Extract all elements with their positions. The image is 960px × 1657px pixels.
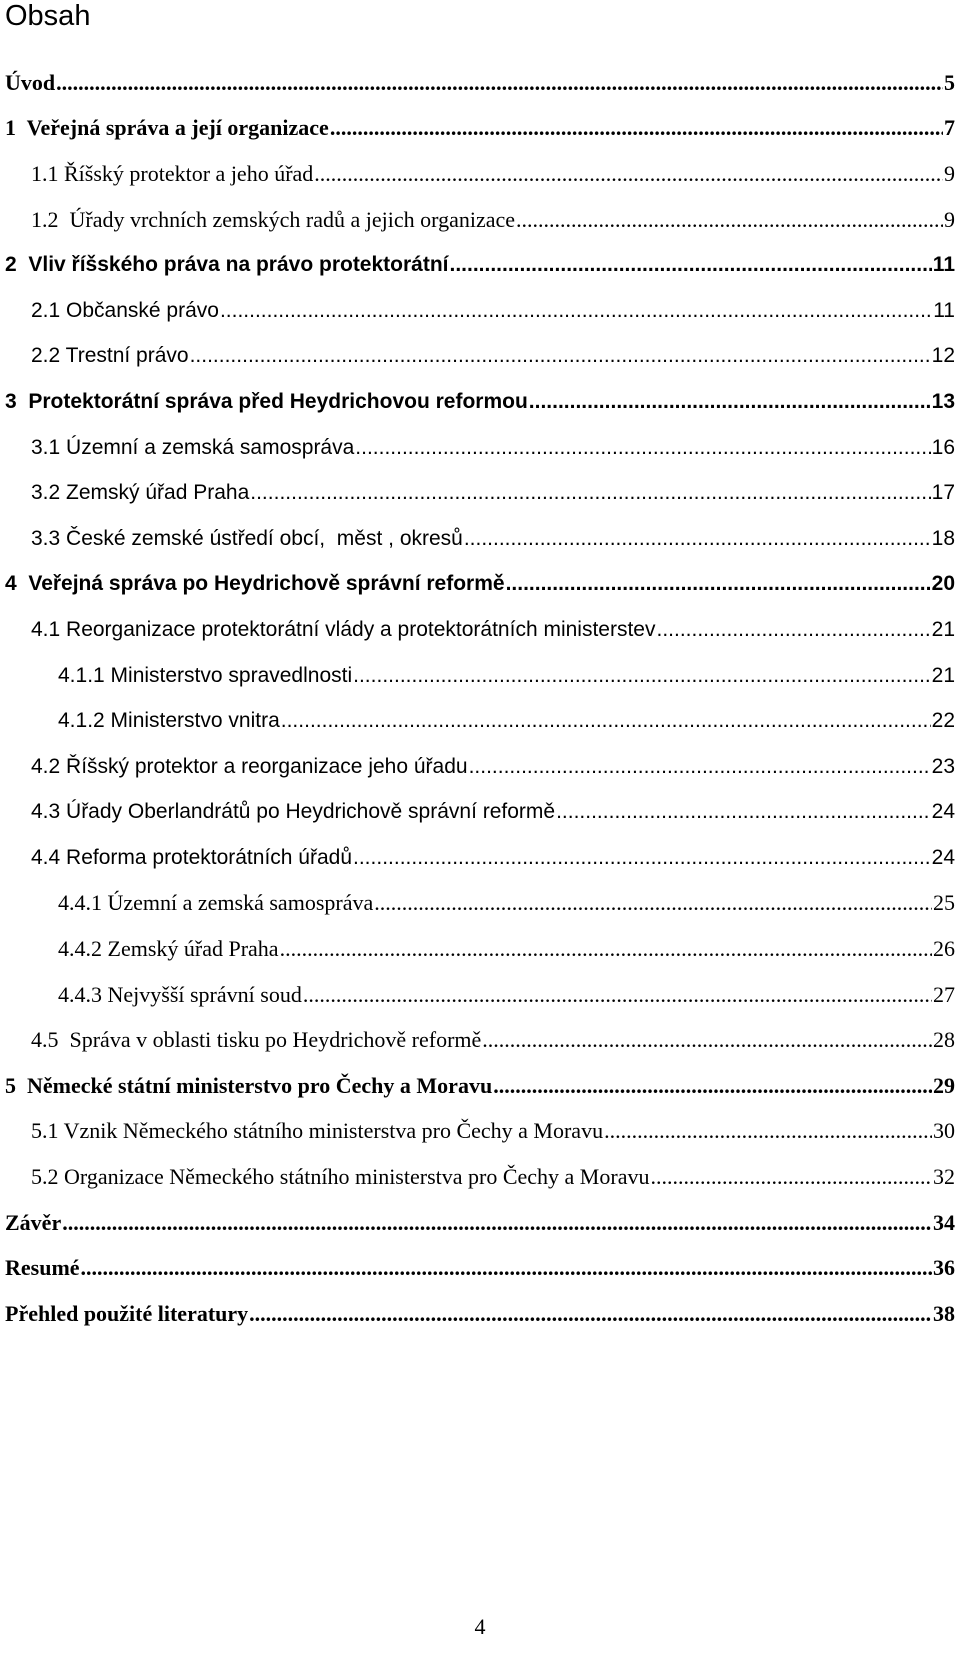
toc-entry-4-4-3[interactable] [0,972,960,1018]
toc-entry-page: 5 [944,69,955,95]
toc-entry-page: 18 [931,526,955,550]
dot-leader [303,982,932,1008]
dot-leader [249,1301,932,1327]
toc-entry-title: 3.1 Územní a zemská samospráva [31,435,355,459]
toc-entry-zaver[interactable] [0,1200,960,1246]
toc-entry-3-1[interactable] [0,425,960,471]
toc-entry-title: 4.1.1 Ministerstvo spravedlnosti [58,663,353,687]
dot-leader [493,1073,932,1099]
toc-entry-4[interactable] [0,562,960,608]
toc-entry-title: 1.2 Úřady vrchních zemských radů a jejich organizace [31,206,515,232]
toc-entry-page: 32 [933,1164,955,1190]
toc-entry-page: 23 [931,754,955,778]
dot-leader [355,435,930,461]
toc-entry-page: 36 [933,1255,955,1281]
toc-entry-page: 20 [931,572,955,596]
dot-leader [374,890,932,916]
dot-leader [556,799,931,825]
toc-entry-1-2[interactable] [0,197,960,243]
toc-entry-page: 16 [931,435,955,459]
dot-leader [464,526,931,552]
toc-entry-page: 21 [931,663,955,687]
dot-leader [190,343,931,369]
toc-entry-4-5[interactable] [0,1017,960,1063]
toc-entry-4-4-2[interactable] [0,926,960,972]
toc-entry-title: 5 Německé státní ministerstvo pro Čechy a Moravu [5,1072,493,1098]
toc-entry-page: 24 [931,800,955,824]
toc-entry-page: 30 [933,1118,955,1144]
toc-entry-page: 27 [933,981,955,1007]
dot-leader [450,252,932,278]
toc-entry-page: 24 [931,845,955,869]
toc-entry-page: 28 [933,1027,955,1053]
toc-entry-page: 13 [931,389,955,413]
toc-entry-title: 3.3 České zemské ústředí obcí, měst , okresů [31,526,463,550]
toc-entry-title: 2.1 Občanské právo [31,298,219,322]
toc-entry-title: Přehled použité literatury [5,1300,249,1326]
toc-heading: Obsah [5,0,91,32]
dot-leader [604,1118,932,1144]
dot-leader [469,754,931,780]
dot-leader [506,571,931,597]
toc-entry-page: 25 [933,890,955,916]
toc-entry-title: 4 Veřejná správa po Heydrichově správní reformě [5,572,505,596]
dot-leader [280,936,932,962]
toc-entry-page: 7 [944,115,955,141]
toc-entry-2[interactable] [0,242,960,288]
toc-entry-5[interactable] [0,1063,960,1109]
toc-entry-page: 11 [933,298,955,322]
dot-leader [650,1164,932,1190]
dot-leader [220,298,932,324]
toc-entry-title: 4.2 Říšský protektor a reorganizace jeho úřadu [31,754,468,778]
toc-entry-1-1[interactable] [0,151,960,197]
toc-entry-title: 2 Vliv říšského práva na právo protektorátní [5,253,449,277]
toc-entry-page: 22 [931,709,955,733]
dot-leader [529,389,931,415]
toc-entry-title: 4.4.1 Územní a zemská samospráva [58,890,374,916]
dot-leader [62,1210,932,1236]
dot-leader [353,663,931,689]
toc-entry-1[interactable] [0,106,960,152]
toc-entry-title: 5.1 Vznik Německého státního ministerstva pro Čechy a Moravu [31,1118,604,1144]
dot-leader [56,70,943,96]
toc-entry-title: 4.1 Reorganizace protektorátní vlády a protektorátních ministerstev [31,617,656,641]
toc-entry-title: Resumé [5,1255,80,1281]
dot-leader [250,480,930,506]
toc-entry-5-2[interactable] [0,1154,960,1200]
toc-entry-title: 1 Veřejná správa a její organizace [5,115,329,141]
dot-leader [330,115,943,141]
toc-entry-title: 4.4 Reforma protektorátních úřadů [31,845,353,869]
toc-entry-3-3[interactable] [0,516,960,562]
toc-entry-2-2[interactable] [0,334,960,380]
toc-entry-page: 11 [932,253,955,277]
dot-leader [516,207,943,233]
toc-entry-page: 9 [944,160,955,186]
toc-entry-title: 4.3 Úřady Oberlandrátů po Heydrichově správní reformě [31,800,556,824]
toc-entry-4-3[interactable] [0,790,960,836]
toc-entry-4-1-1[interactable] [0,653,960,699]
toc-entry-page: 26 [933,936,955,962]
toc-entry-page: 17 [931,481,955,505]
toc-entry-title: 4.1.2 Ministerstvo vnitra [58,709,280,733]
toc-entry-2-1[interactable] [0,288,960,334]
dot-leader [281,708,931,734]
toc-entry-page: 21 [931,617,955,641]
toc-entry-page: 12 [931,344,955,368]
toc-entry-title: 3 Protektorátní správa před Heydrichovou reformou [5,389,528,413]
toc-entry-title: 1.1 Říšský protektor a jeho úřad [31,160,314,186]
toc-entry-4-1[interactable] [0,607,960,653]
toc-entry-title: Závěr [5,1209,62,1235]
dot-leader [81,1255,932,1281]
toc-entry-4-1-2[interactable] [0,698,960,744]
toc-entry-uvod[interactable] [0,60,960,106]
toc-entry-4-4[interactable] [0,835,960,881]
toc-entry-5-1[interactable] [0,1109,960,1155]
toc-entry-resume[interactable] [0,1245,960,1291]
dot-leader [656,617,930,643]
page-number: 4 [474,1614,486,1639]
dot-leader [314,161,943,187]
toc-entry-title: 5.2 Organizace Německého státního ministerstva pro Čechy a Moravu [31,1164,650,1190]
toc-entry-page: 34 [933,1209,955,1235]
toc-entry-3-2[interactable] [0,470,960,516]
toc-entry-title: 3.2 Zemský úřad Praha [31,481,250,505]
toc-entry-4-4-1[interactable] [0,881,960,927]
toc-entry-title: 4.4.3 Nejvyšší správní soud [58,981,302,1007]
toc-entry-literatura[interactable] [0,1291,960,1337]
toc-entry-title: Úvod [5,69,56,95]
toc-entry-page: 38 [933,1300,955,1326]
toc-entry-3[interactable] [0,379,960,425]
toc-entry-page: 9 [944,206,955,232]
dot-leader [482,1027,932,1053]
toc-entry-title: 4.4.2 Zemský úřad Praha [58,936,279,962]
dot-leader [353,845,931,871]
toc-entry-title: 2.2 Trestní právo [31,344,189,368]
table-of-contents [0,60,960,1337]
toc-entry-title: 4.5 Správa v oblasti tisku po Heydrichově reformě [31,1027,482,1053]
toc-entry-page: 29 [933,1072,955,1098]
toc-entry-4-2[interactable] [0,744,960,790]
